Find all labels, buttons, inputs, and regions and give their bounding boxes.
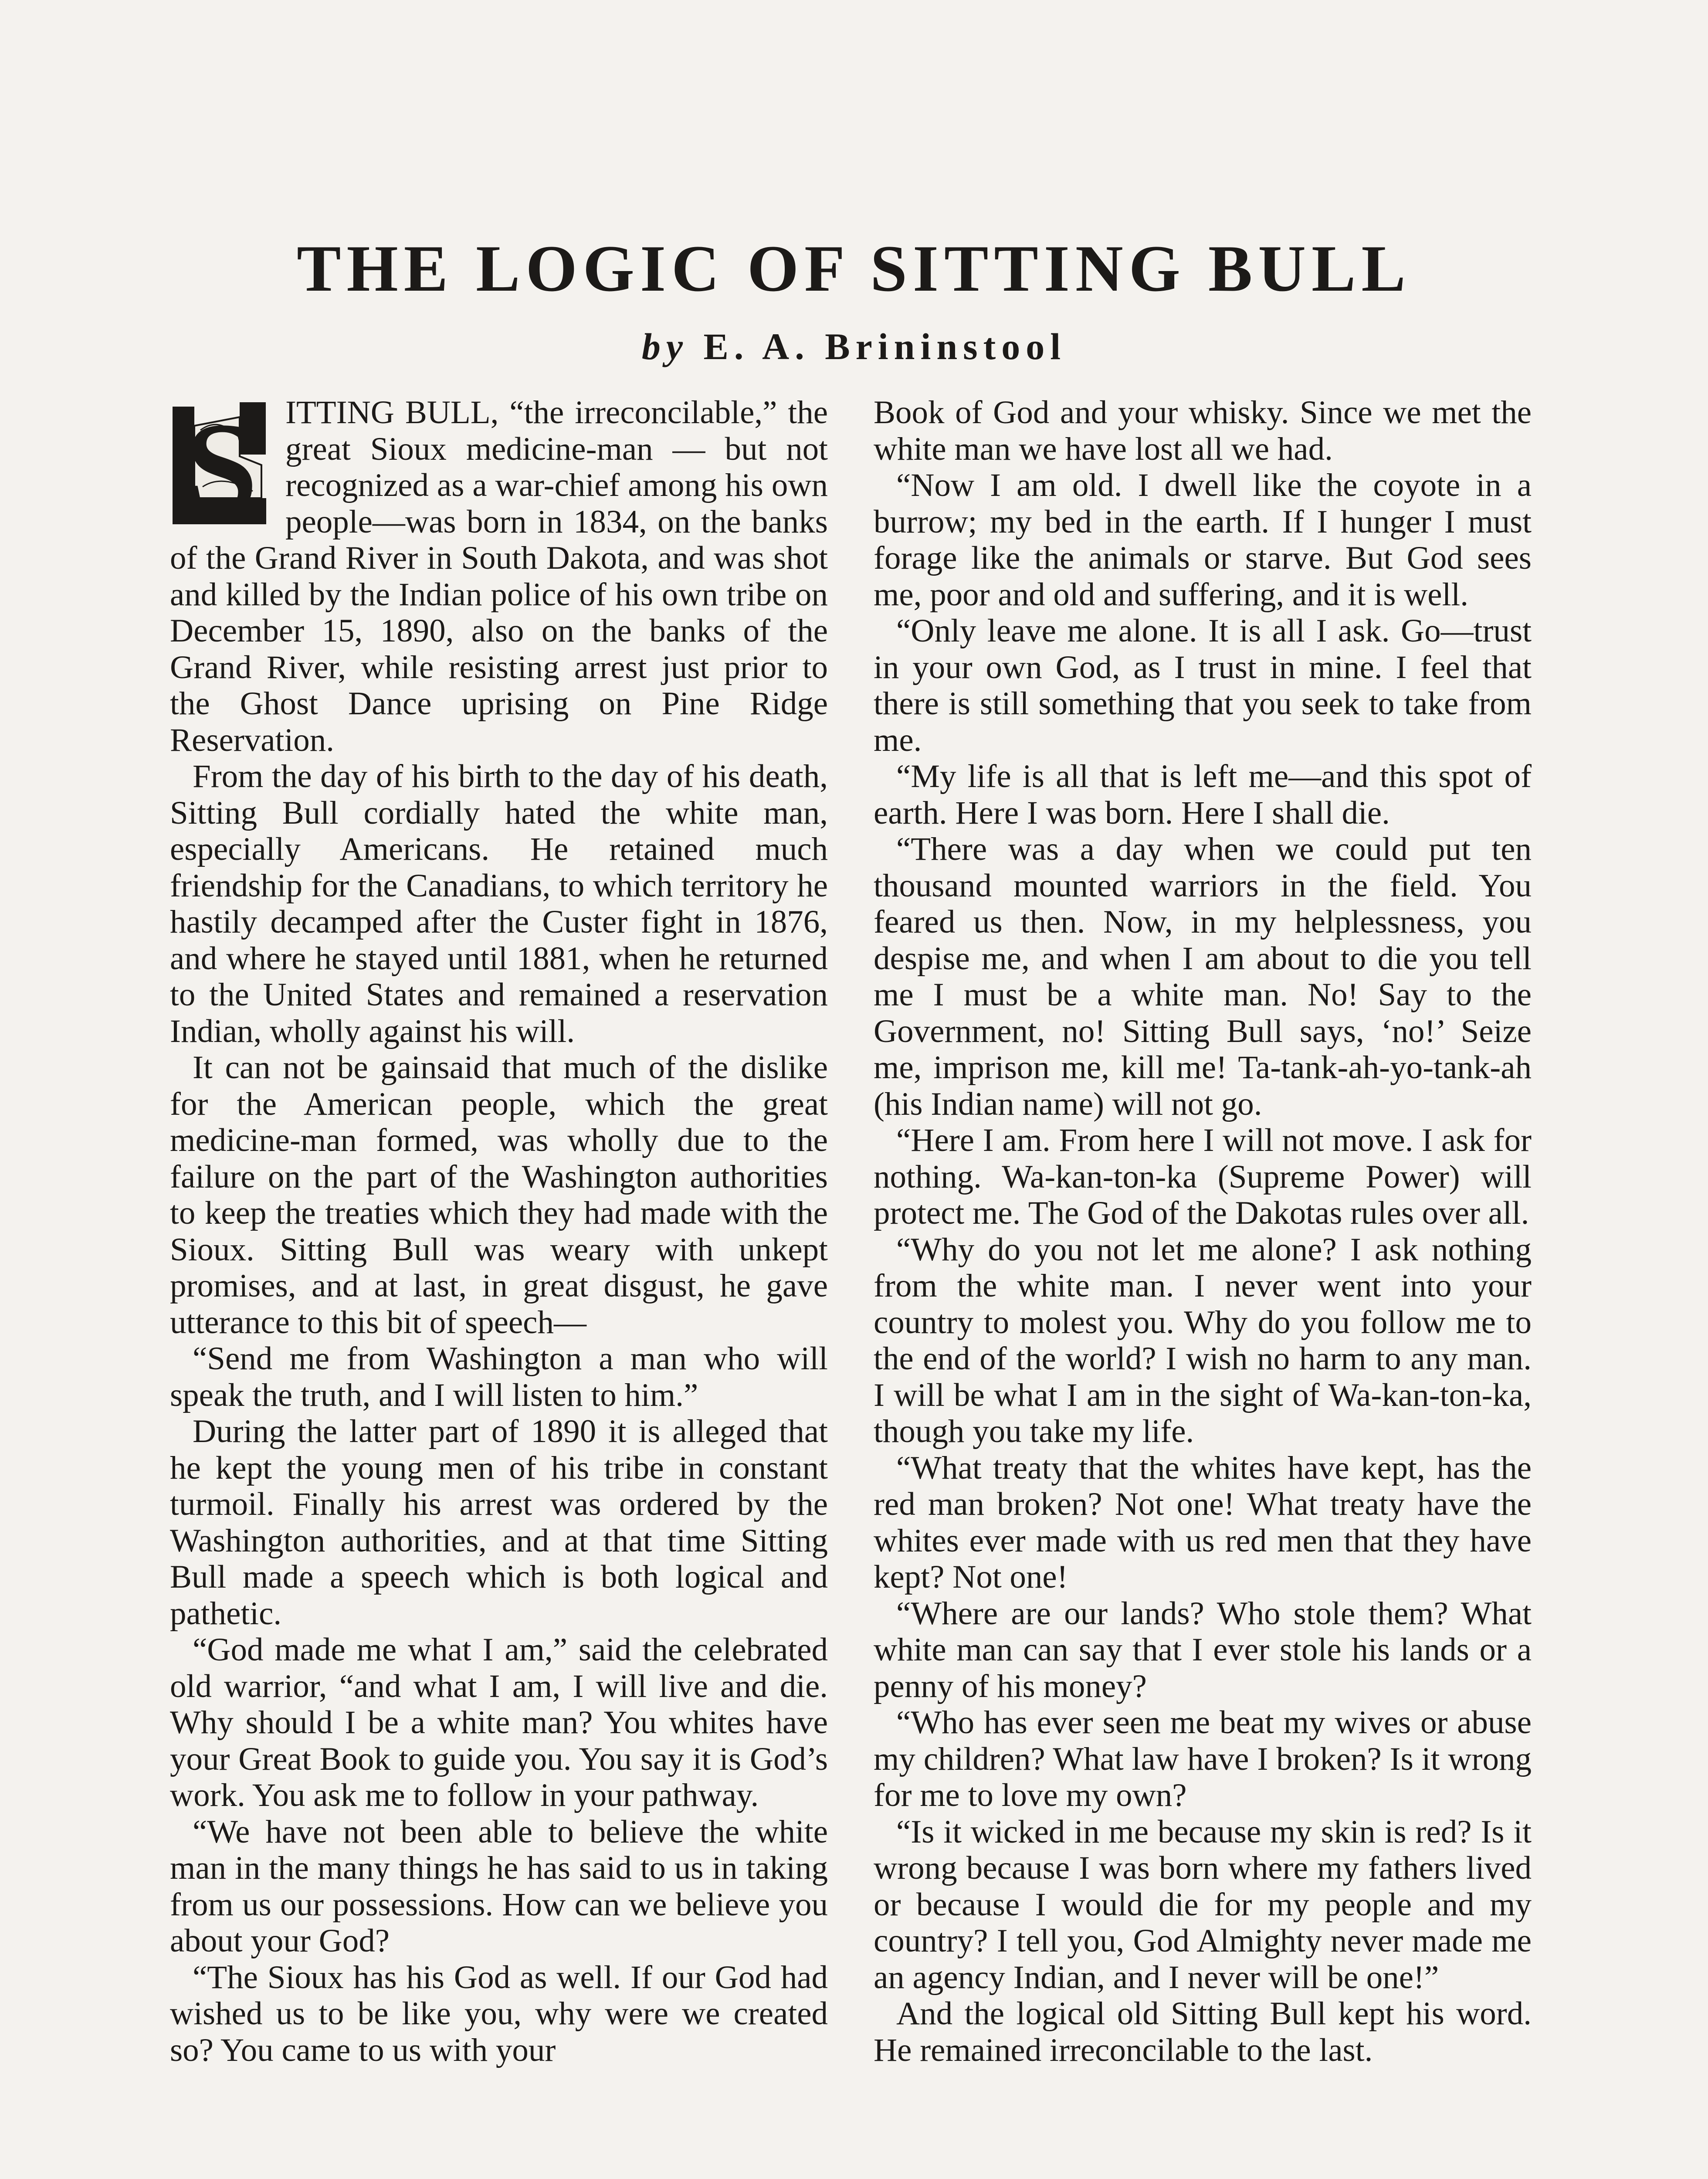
byline (0, 328, 1708, 365)
paragraph: “Here I am. From here I will not move. I ask for nothing. Wa-kan-ton-ka (Supreme Power) will protect me. The God of the Dakotas rules over all. (874, 1122, 1532, 1231)
paragraph: During the latter part of 1890 it is alleged that he kept the young men of his tribe in constant turmoil. Finally his arrest was ordered by the Washington authorities, and at that time Sitting Bull made a speech which is both logical and pathetic. (170, 1413, 828, 1632)
paragraph: ITTING BULL, “the irreconcilable,” the great Sioux medicine-man — but not recognized as a war-chief among his own people—was born in 1834, on the banks of the Grand River in South Dakota, and was shot and killed by the Indian police of his own tribe on December 15, 1890, also on the banks of the Grand River, while resisting arrest just prior to the Ghost Dance uprising on Pine Ridge Reservation. (170, 394, 828, 758)
paragraph: “Only leave me alone. It is all I ask. Go—trust in your own God, as I trust in mine. I feel that there is still something that you seek to take from me. (874, 613, 1532, 758)
paragraph: “Who has ever seen me beat my wives or abuse my children? What law have I broken? Is it wrong for me to love my own? (874, 1704, 1532, 1813)
left-column (170, 394, 828, 2179)
paragraph: “Now I am old. I dwell like the coyote in a burrow; my bed in the earth. If I hunger I must forage like the animals or starve. But God sees me, poor and old and suffering, and it is well. (874, 467, 1532, 613)
paragraph: “The Sioux has his God as well. If our God had wished us to be like you, why were we created so? You came to us with your (170, 1959, 828, 2068)
paragraph: Book of God and your whisky. Since we met the white man we have lost all we had. (874, 394, 1532, 467)
drop-cap-letter: S (185, 400, 258, 530)
right-column (874, 394, 1532, 2179)
byline-prefix: by (641, 326, 688, 367)
paragraph: “There was a day when we could put ten thousand mounted warriors in the field. You feared us then. Now, in my helplessness, you despise me, and when I am about to die you tell me I must be a white man. No! Say to the Government, no! Sitting Bull says, ‘no!’ Seize me, imprison me, kill me! Ta-tank-ah-yo-tank-ah (his Indian name) will not go. (874, 831, 1532, 1122)
author-name: E. A. Brininstool (703, 326, 1067, 367)
paragraph: “What treaty that the whites have kept, has the red man broken? Not one! What treaty have the whites ever made with us red men that they have kept? Not one! (874, 1449, 1532, 1595)
paragraph: “God made me what I am,” said the celebrated old warrior, “and what I am, I will live and die. Why should I be a white man? You whites have your Great Book to guide you. You say it is God’s work. You ask me to follow in your pathway. (170, 1632, 828, 1813)
drop-cap-s (170, 400, 272, 530)
paragraph: From the day of his birth to the day of his death, Sitting Bull cordially hated the white man, especially Americans. He retained much friendship for the Canadians, to which territory he hastily decamped after the Custer fight in 1876, and where he stayed until 1881, when he returned to the United States and remained a reservation Indian, wholly against his will. (170, 758, 828, 1049)
paragraph: And the logical old Sitting Bull kept his word. He remained irreconcilable to the last. (874, 1996, 1532, 2068)
article-title: THE LOGIC OF SITTING BULL (297, 232, 1411, 305)
paragraph: “Why do you not let me alone? I ask nothing from the white man. I never went into your country to molest you. Why do you follow me to the end of the world? I wish no harm to any man. I will be what I am in the sight of Wa-kan-ton-ka, though you take my life. (874, 1231, 1532, 1449)
paragraph: “My life is all that is left me—and this spot of earth. Here I was born. Here I shall die. (874, 758, 1532, 831)
paragraph: “Where are our lands? Who stole them? What white man can say that I ever stole his lands or a penny of his money? (874, 1595, 1532, 1704)
paragraph: It can not be gainsaid that much of the dislike for the American people, which the great medicine-man formed, was wholly due to the failure on the part of the Washington authorities to keep the treaties which they had made with the Sioux. Sitting Bull was weary with unkept promises, and at last, in great disgust, he gave utterance to this bit of speech— (170, 1049, 828, 1341)
paragraph: “Send me from Washington a man who will speak the truth, and I will listen to him.” (170, 1341, 828, 1413)
paragraph: “Is it wicked in me because my skin is red? Is it wrong because I was born where my fathers lived or because I would die for my people and my country? I tell you, God Almighty never made me an agency Indian, and I never will be one!” (874, 1813, 1532, 1996)
paragraph: “We have not been able to believe the white man in the many things he has said to us in taking from us our possessions. How can we believe you about your God? (170, 1813, 828, 1959)
